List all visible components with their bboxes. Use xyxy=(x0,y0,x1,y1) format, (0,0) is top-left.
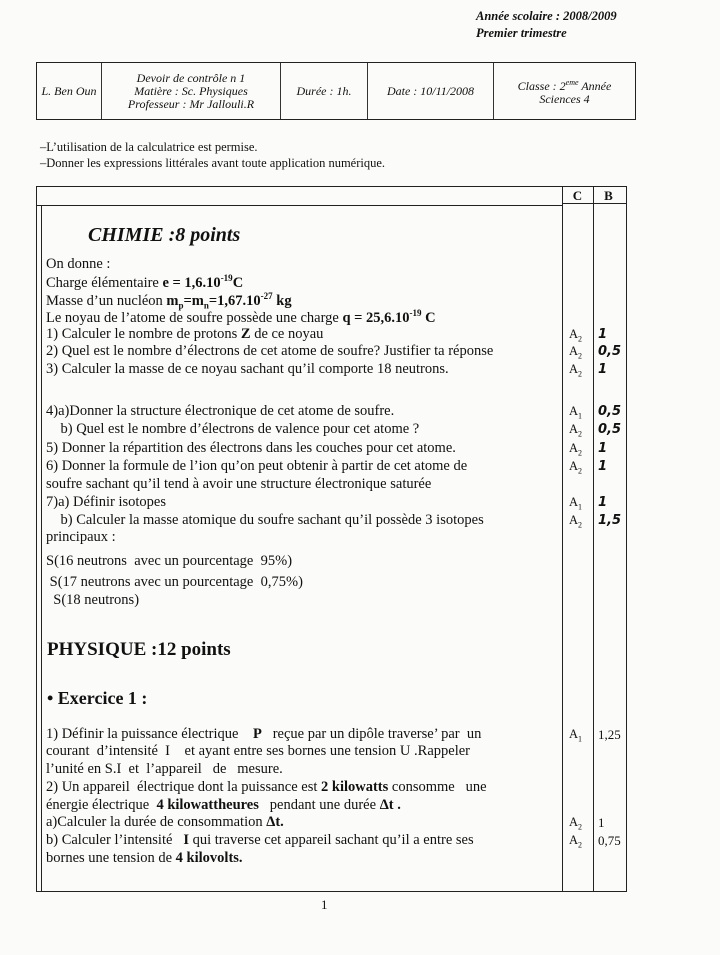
competence-tag: $A_2$ xyxy=(569,833,583,850)
points-value: 0,5 xyxy=(598,404,622,419)
points-value: 1 xyxy=(598,459,608,474)
text-line xyxy=(46,850,243,867)
text-line xyxy=(46,592,139,609)
text-segment: Masse d’un nucléon xyxy=(46,292,167,309)
text-segment: reçue par un dipôle traverse’ par un xyxy=(261,726,482,742)
text-line xyxy=(46,814,284,831)
physique-title: PHYSIQUE :12 points xyxy=(47,639,231,660)
competence-tag: $A_2$ xyxy=(569,422,583,439)
info-table xyxy=(36,62,636,120)
text-segment: Δt . xyxy=(379,797,401,813)
class-suffix: Année xyxy=(578,79,612,93)
term: Premier trimestre xyxy=(476,26,567,40)
date-cell: Date : 10/11/2008 xyxy=(368,63,494,119)
text-segment: On donne : xyxy=(46,256,111,272)
class-prefix: Classe : 2 xyxy=(517,79,566,93)
text-line xyxy=(46,512,484,529)
teacher: Professeur : Mr Jallouli.R xyxy=(127,96,255,111)
competence-tag: $A_1$ xyxy=(569,495,583,512)
text-segment: 4 kilovolts. xyxy=(175,850,243,866)
column-b-header: B xyxy=(604,188,613,203)
text-segment: 2) Un appareil électrique dont la puissance est xyxy=(46,779,321,795)
text-segment: b) Calculer l’intensité xyxy=(46,832,184,848)
text-line xyxy=(46,273,243,292)
text-line xyxy=(46,529,116,546)
divider xyxy=(41,205,42,891)
text-segment: soufre sachant qu’il tend à avoir une structure électronique saturée xyxy=(46,476,432,492)
competence-tag: $A_2$ xyxy=(569,815,583,832)
text-segment: -19 xyxy=(220,273,233,283)
exercise-title: • Exercice 1 : xyxy=(47,688,148,708)
text-segment: 4 kilowattheures xyxy=(156,797,259,813)
text-segment: p xyxy=(178,300,184,311)
exam-title: Devoir de contrôle n 1 xyxy=(136,70,246,85)
class-group: Sciences 4 xyxy=(539,92,590,106)
text-segment: de ce noyau xyxy=(250,326,324,342)
text-segment: 5) Donner la répartition des électrons dans les couches pour cet atome. xyxy=(46,440,456,456)
text-line xyxy=(46,256,110,273)
text-segment: S(18 neutrons) xyxy=(46,592,140,608)
text-segment: pendant une durée xyxy=(258,797,380,813)
text-segment: 1) Définir la puissance électrique xyxy=(46,726,253,742)
text-segment: S(17 neutrons avec un pourcentage 0,75%) xyxy=(46,574,303,590)
text-segment: -27 xyxy=(260,291,273,301)
subject: Matière : Sc. Physiques xyxy=(134,83,248,98)
text-line xyxy=(46,726,481,743)
competence-tag: $A_1$ xyxy=(569,404,583,421)
text-segment: q = 25,6.10 xyxy=(342,309,410,326)
class-line xyxy=(518,76,612,93)
class-cell xyxy=(494,63,635,119)
text-segment: 6) Donner la formule de l’ion qu’on peut obtenir à partir de cet atome de xyxy=(46,458,468,474)
text-segment: 3) Calculer la masse de ce noyau sachant qu’il comporte 18 neutrons. xyxy=(46,361,449,377)
text-segment: énergie électrique xyxy=(46,797,157,813)
text-segment: principaux : xyxy=(46,529,116,545)
text-segment: Le noyau de l’atome de soufre possède une charge xyxy=(46,309,343,326)
text-segment: m xyxy=(166,292,179,309)
text-segment: Δt. xyxy=(266,814,284,830)
competence-tag: $A_2$ xyxy=(569,327,583,344)
text-line xyxy=(46,458,467,475)
text-segment: bornes une tension de xyxy=(46,850,176,866)
text-segment: =m xyxy=(183,292,204,309)
text-segment: 4)a)Donner la structure électronique de cet atome de soufre. xyxy=(46,403,395,419)
text-segment: kg xyxy=(272,292,292,309)
text-segment: C xyxy=(421,309,436,326)
text-line xyxy=(46,403,394,420)
text-line xyxy=(46,326,323,343)
text-line xyxy=(46,574,303,591)
text-line xyxy=(46,832,474,849)
divider xyxy=(593,187,594,891)
text-line xyxy=(46,743,470,760)
text-segment: n xyxy=(203,300,209,311)
text-line xyxy=(46,779,487,796)
school-cell: L. Ben Oun xyxy=(37,63,102,119)
competence-tag: $A_2$ xyxy=(569,362,583,379)
text-line xyxy=(46,494,166,511)
text-segment: qui traverse cet appareil sachant qu’il a entre ses xyxy=(188,832,474,848)
competence-tag: $A_2$ xyxy=(569,441,583,458)
chimie-title: CHIMIE :8 points xyxy=(88,224,241,246)
text-line xyxy=(46,440,456,457)
text-segment: 1) Calculer le nombre de protons xyxy=(46,326,241,342)
text-line xyxy=(46,476,431,493)
text-segment: =1,67.10 xyxy=(208,292,261,309)
text-segment: C xyxy=(232,274,244,291)
header xyxy=(476,8,617,42)
text-segment: 2) Quel est le nombre d’électrons de cet atome de soufre? Justifier ta réponse xyxy=(46,343,494,359)
points-value: 1 xyxy=(598,495,608,510)
text-segment: Charge élémentaire xyxy=(46,274,163,291)
text-segment: consomme une xyxy=(388,779,487,795)
text-segment: courant d’intensité I et ayant entre ses bornes une tension U .Rappeler xyxy=(46,743,470,759)
instruction-2: –Donner les expressions littérales avant toute application numérique. xyxy=(40,156,386,170)
text-segment: e = 1,6.10 xyxy=(162,274,221,291)
points-value: 1,25 xyxy=(598,727,621,742)
text-segment: a)Calculer la durée de consommation xyxy=(46,814,267,830)
duration-cell: Durée : 1h. xyxy=(281,63,368,119)
text-segment: I xyxy=(183,832,189,848)
competence-tag: $A_2$ xyxy=(569,513,583,530)
points-value: 0,75 xyxy=(598,833,621,848)
text-segment: S(16 neutrons avec un pourcentage 95%) xyxy=(46,553,293,569)
text-segment: 7)a) Définir isotopes xyxy=(46,494,166,510)
text-line xyxy=(46,761,283,778)
text-segment: -19 xyxy=(409,308,422,318)
text-line xyxy=(46,343,493,360)
competence-tag: $A_2$ xyxy=(569,459,583,476)
text-segment: b) Quel est le nombre d’électrons de valence pour cet atome ? xyxy=(46,421,420,437)
points-value: 1 xyxy=(598,441,608,456)
points-value: 1 xyxy=(598,327,608,342)
divider xyxy=(37,205,562,206)
text-segment: l’unité en S.I et l’appareil de mesure. xyxy=(46,761,283,777)
text-line xyxy=(46,421,419,438)
text-line xyxy=(46,797,401,814)
points-value: 1,5 xyxy=(598,513,622,528)
exam-cell xyxy=(102,63,281,119)
page-number: 1 xyxy=(321,897,328,912)
points-value: 0,5 xyxy=(598,422,622,437)
divider xyxy=(562,187,563,891)
text-segment: Z xyxy=(240,326,251,342)
class-sup: eme xyxy=(565,78,579,87)
text-line xyxy=(46,553,292,570)
competence-tag: $A_1$ xyxy=(569,727,583,744)
text-segment: 2 kilowatts xyxy=(321,779,389,795)
points-value: 1 xyxy=(598,362,608,377)
text-line xyxy=(46,361,449,378)
school-year: Année scolaire : 2008/2009 xyxy=(476,9,617,23)
text-segment: b) Calculer la masse atomique du soufre sachant qu’il possède 3 isotopes xyxy=(46,512,484,528)
instruction-1: –L’utilisation de la calculatrice est permise. xyxy=(40,140,258,154)
points-value: 0,5 xyxy=(598,344,622,359)
text-line xyxy=(46,308,436,327)
column-c-header: C xyxy=(572,188,583,203)
competence-tag: $A_2$ xyxy=(569,344,583,361)
points-value: 1 xyxy=(598,815,605,830)
text-segment: P xyxy=(252,726,262,742)
